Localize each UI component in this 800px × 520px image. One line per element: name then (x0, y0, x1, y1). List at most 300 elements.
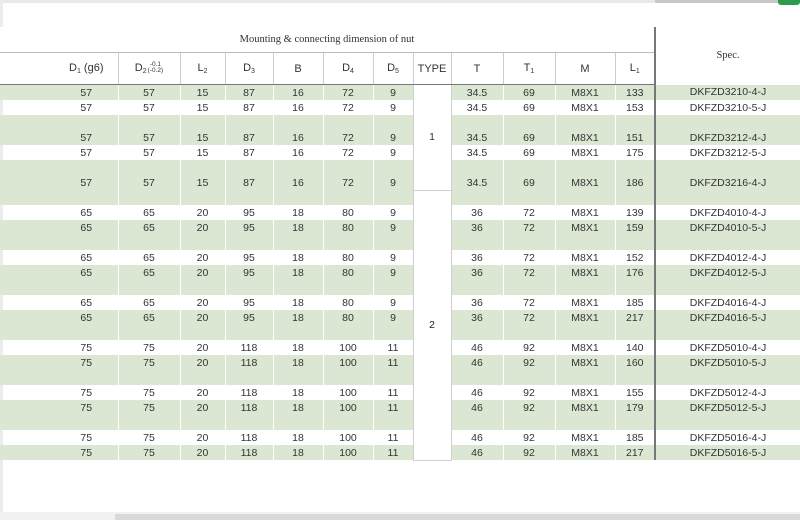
cell-m: M8X1 (555, 100, 615, 115)
cell-d4 (323, 160, 373, 175)
cell-m: M8X1 (555, 130, 615, 145)
cell-b: 18 (273, 295, 323, 310)
cell-d2 (118, 370, 180, 385)
cell-t (451, 370, 503, 385)
cell-t1 (503, 235, 555, 250)
row-margin-cell (0, 100, 55, 115)
row-margin-cell (0, 175, 55, 190)
cell-b (273, 325, 323, 340)
cell-b (273, 160, 323, 175)
cell-t: 36 (451, 220, 503, 235)
row-margin-cell (0, 265, 55, 280)
cell-d1: 65 (55, 265, 118, 280)
cell-spec (655, 160, 800, 175)
corner-tab[interactable] (778, 0, 800, 5)
cell-l1: 160 (615, 355, 655, 370)
table-row (0, 340, 800, 355)
cell-m: M8X1 (555, 340, 615, 355)
cell-d5: 9 (373, 100, 413, 115)
table-row (0, 310, 800, 325)
cell-d3: 118 (225, 430, 273, 445)
cell-t: 36 (451, 295, 503, 310)
cell-d4 (323, 235, 373, 250)
table-spacer-row (0, 325, 800, 340)
cell-l2: 20 (180, 295, 225, 310)
cell-t: 36 (451, 310, 503, 325)
cell-t (451, 190, 503, 205)
nut-dimension-table (0, 27, 800, 461)
cell-spec: DKFZD4010-4-J (655, 205, 800, 220)
cell-d1 (55, 415, 118, 430)
cell-spec (655, 325, 800, 340)
table-row (0, 400, 800, 415)
type-cell: 1 (413, 85, 451, 191)
cell-d2: 75 (118, 445, 180, 460)
table-row (0, 100, 800, 115)
row-margin-cell (0, 355, 55, 370)
cell-t1: 72 (503, 220, 555, 235)
cell-spec: DKFZD5016-5-J (655, 445, 800, 460)
cell-t (451, 235, 503, 250)
cell-l2: 20 (180, 385, 225, 400)
cell-l2: 15 (180, 85, 225, 101)
cell-l2: 20 (180, 205, 225, 220)
cell-m: M8X1 (555, 385, 615, 400)
cell-l1: 140 (615, 340, 655, 355)
cell-m: M8X1 (555, 445, 615, 460)
cell-l1: 176 (615, 265, 655, 280)
cell-d2 (118, 190, 180, 205)
cell-l1: 217 (615, 445, 655, 460)
cell-t1 (503, 115, 555, 130)
cell-d2 (118, 160, 180, 175)
cell-d2: 65 (118, 205, 180, 220)
cell-d2: 65 (118, 250, 180, 265)
cell-d5 (373, 280, 413, 295)
cell-m: M8X1 (555, 295, 615, 310)
cell-spec: DKFZD3216-4-J (655, 175, 800, 190)
cell-d1 (55, 160, 118, 175)
cell-b: 16 (273, 145, 323, 160)
cell-l2 (180, 235, 225, 250)
col-header-t1: $T_1$ (503, 53, 555, 85)
cell-d5: 11 (373, 400, 413, 415)
table-spacer-row (0, 160, 800, 175)
row-margin-cell (0, 130, 55, 145)
col-header-d4: $D_4$ (323, 53, 373, 85)
cell-m: M8X1 (555, 430, 615, 445)
table-spacer-row (0, 190, 800, 205)
cell-d1: 65 (80, 296, 93, 309)
table-spacer-row (0, 115, 800, 130)
table-row (0, 355, 800, 370)
row-margin-cell (0, 85, 55, 101)
cell-b: 18 (273, 355, 323, 370)
table-row (0, 175, 800, 190)
table-spacer-row (0, 415, 800, 430)
cell-d5: 11 (373, 385, 413, 400)
row-margin-cell (0, 400, 55, 415)
cell-d4: 72 (323, 85, 373, 101)
cell-d3: 95 (225, 220, 273, 235)
cell-b: 18 (273, 250, 323, 265)
cell-d4: 80 (323, 295, 373, 310)
cell-d3: 118 (225, 445, 273, 460)
cell-spec: DKFZD4012-5-J (655, 265, 800, 280)
cell-l1: 185 (615, 295, 655, 310)
cell-d4: 80 (323, 205, 373, 220)
cell-b: 18 (273, 385, 323, 400)
cell-d3: 95 (225, 250, 273, 265)
cell-t (451, 115, 503, 130)
cell-l1: 133 (615, 85, 655, 101)
row-margin-cell (0, 310, 55, 325)
cell-l1: 153 (615, 100, 655, 115)
cell-d3 (225, 280, 273, 295)
cell-t: 46 (451, 340, 503, 355)
cell-b: 18 (273, 445, 323, 460)
cell-d1 (55, 190, 118, 205)
cell-t (451, 280, 503, 295)
cell-d1: 65 (55, 220, 118, 235)
row-margin-cell (0, 115, 55, 130)
cell-d1: 65 (55, 310, 118, 325)
cell-l1: 185 (615, 430, 655, 445)
cell-b: 18 (273, 340, 323, 355)
cell-d5: 9 (373, 145, 413, 160)
cell-d5: 11 (373, 430, 413, 445)
table-spacer-row (0, 370, 800, 385)
cell-l1: 155 (615, 385, 655, 400)
cell-l2 (180, 370, 225, 385)
table-row (0, 85, 800, 101)
cell-d5 (373, 190, 413, 205)
table-row (0, 385, 800, 400)
cell-t1: 92 (503, 385, 555, 400)
cell-d4: 100 (323, 385, 373, 400)
cell-l1: 179 (615, 400, 655, 415)
cell-l1 (615, 160, 655, 175)
cell-d2 (118, 280, 180, 295)
cell-l2: 20 (180, 430, 225, 445)
row-margin-cell (0, 205, 55, 220)
cell-m (555, 190, 615, 205)
cell-spec: DKFZD4010-5-J (655, 220, 800, 235)
row-margin-cell (0, 370, 55, 385)
cell-d1 (55, 370, 118, 385)
cell-spec: DKFZD5012-4-J (655, 385, 800, 400)
cell-l1: 159 (615, 220, 655, 235)
cell-d3 (225, 370, 273, 385)
cell-m: M8X1 (555, 145, 615, 160)
col-header-d2: $D_2(-0.1$ -0.2) (118, 53, 180, 85)
cell-d2 (118, 325, 180, 340)
cell-b (273, 235, 323, 250)
cell-l1: 152 (615, 250, 655, 265)
cell-spec (655, 235, 800, 250)
cell-t1: 72 (503, 265, 555, 280)
cell-d3: 118 (225, 340, 273, 355)
cell-d3: 87 (225, 100, 273, 115)
cell-m: M8X1 (555, 400, 615, 415)
cell-spec: DKFZD3212-5-J (655, 145, 800, 160)
cell-spec (655, 370, 800, 385)
cell-d2: 65 (118, 310, 180, 325)
cell-d3: 95 (225, 310, 273, 325)
cell-l2: 20 (180, 250, 225, 265)
cell-d2: 57 (118, 145, 180, 160)
cell-l2 (180, 280, 225, 295)
row-margin-cell (0, 190, 55, 205)
cell-spec: DKFZD3210-4-J (655, 85, 800, 101)
cell-l1: 151 (615, 130, 655, 145)
cell-t (451, 160, 503, 175)
cell-t1: 92 (503, 400, 555, 415)
cell-t1: 72 (503, 205, 555, 220)
row-margin-cell (0, 235, 55, 250)
cell-m (555, 370, 615, 385)
cell-d2: 75 (118, 340, 180, 355)
cell-b: 16 (273, 85, 323, 101)
cell-t1 (503, 370, 555, 385)
cell-d5: 11 (373, 340, 413, 355)
row-margin-cell (0, 220, 55, 235)
cell-l1 (615, 190, 655, 205)
col-header-m: M (555, 53, 615, 85)
cell-d5 (373, 115, 413, 130)
cell-l1 (615, 235, 655, 250)
cell-d3: 95 (225, 295, 273, 310)
cell-b: 18 (273, 205, 323, 220)
table-body (0, 85, 800, 461)
cell-m: M8X1 (555, 205, 615, 220)
cell-m: M8X1 (555, 220, 615, 235)
cell-m: M8X1 (555, 310, 615, 325)
cell-d2: 57 (118, 100, 180, 115)
cell-l1: 139 (615, 205, 655, 220)
cell-d5 (373, 325, 413, 340)
cell-t1: 72 (503, 250, 555, 265)
cell-d1 (55, 235, 118, 250)
cell-d2: 75 (118, 430, 180, 445)
cell-d3: 118 (225, 400, 273, 415)
cell-t: 46 (451, 355, 503, 370)
row-margin-cell (0, 445, 55, 460)
cell-l1 (615, 415, 655, 430)
cell-d3: 87 (225, 130, 273, 145)
row-margin-cell (0, 250, 55, 265)
cell-d4: 100 (323, 355, 373, 370)
cell-t1: 69 (503, 130, 555, 145)
cell-d4: 72 (323, 145, 373, 160)
cell-spec: DKFZD5010-4-J (655, 340, 800, 355)
cell-t1 (503, 190, 555, 205)
cell-m (555, 415, 615, 430)
table-row (0, 145, 800, 160)
col-header-type: TYPE (413, 53, 451, 85)
cell-t1: 92 (503, 355, 555, 370)
cell-d2 (118, 415, 180, 430)
cell-l2 (180, 190, 225, 205)
cell-d4: 100 (323, 445, 373, 460)
cell-m (555, 280, 615, 295)
row-margin-cell (0, 295, 55, 310)
cell-d1: 75 (80, 431, 93, 444)
cell-b: 18 (273, 310, 323, 325)
cell-t1: 69 (503, 100, 555, 115)
row-margin-cell (0, 430, 55, 445)
cell-d1 (55, 280, 118, 295)
cell-d3: 87 (225, 145, 273, 160)
cell-l2: 20 (180, 265, 225, 280)
cell-d3: 95 (225, 265, 273, 280)
cell-d5: 9 (373, 295, 413, 310)
cell-t1: 92 (503, 340, 555, 355)
cell-d4: 72 (323, 100, 373, 115)
cell-l2 (180, 160, 225, 175)
cell-spec: DKFZD5016-4-J (655, 430, 800, 445)
cell-d2 (118, 115, 180, 130)
cell-b (273, 115, 323, 130)
cell-t1 (503, 280, 555, 295)
table-row (0, 130, 800, 145)
cell-l2 (180, 325, 225, 340)
cell-spec (655, 280, 800, 295)
cell-l2: 20 (180, 400, 225, 415)
cell-l1: 217 (615, 310, 655, 325)
cell-m: M8X1 (555, 265, 615, 280)
cell-d4: 100 (323, 400, 373, 415)
cell-d5: 9 (373, 85, 413, 101)
cell-d3: 95 (225, 205, 273, 220)
cell-t1: 72 (503, 310, 555, 325)
cell-m: M8X1 (555, 175, 615, 190)
cell-d3: 118 (225, 355, 273, 370)
cell-d1: 57 (55, 175, 118, 190)
cell-d5: 11 (373, 445, 413, 460)
col-header-l2: $L_2$ (180, 53, 225, 85)
cell-b (273, 280, 323, 295)
cell-l2: 20 (180, 220, 225, 235)
cell-l2: 20 (180, 340, 225, 355)
cell-t1: 92 (503, 445, 555, 460)
cell-t: 46 (451, 430, 503, 445)
cell-m: M8X1 (555, 85, 615, 101)
row-margin-cell (0, 160, 55, 175)
cell-l2: 15 (180, 100, 225, 115)
cell-d3 (225, 190, 273, 205)
cell-d4: 80 (323, 220, 373, 235)
cell-d5: 9 (373, 265, 413, 280)
cell-l2: 15 (180, 130, 225, 145)
cell-l2: 20 (180, 445, 225, 460)
cell-t1: 92 (503, 430, 555, 445)
type-cell: 2 (413, 190, 451, 460)
cell-d2 (118, 235, 180, 250)
cell-d5: 9 (373, 220, 413, 235)
cell-spec: DKFZD4012-4-J (655, 250, 800, 265)
table-row (0, 220, 800, 235)
table-row (0, 205, 800, 220)
cell-t1: 72 (503, 295, 555, 310)
cell-d3 (225, 415, 273, 430)
cell-t: 46 (451, 385, 503, 400)
cell-l1: 175 (615, 145, 655, 160)
cell-l1 (615, 370, 655, 385)
cell-d3 (225, 325, 273, 340)
cell-t1 (503, 160, 555, 175)
cell-spec (655, 415, 800, 430)
cell-spec (655, 115, 800, 130)
cell-l2: 15 (180, 145, 225, 160)
cell-d4: 80 (323, 310, 373, 325)
cell-d1: 65 (80, 251, 93, 264)
cell-t: 34.5 (451, 145, 503, 160)
cell-t1 (503, 415, 555, 430)
row-margin-cell (0, 325, 55, 340)
cell-t: 36 (451, 265, 503, 280)
cell-d4: 100 (323, 430, 373, 445)
cell-spec: DKFZD5012-5-J (655, 400, 800, 415)
cell-d2: 75 (118, 385, 180, 400)
cell-l2: 15 (180, 175, 225, 190)
horizontal-scrollbar-thumb[interactable] (115, 514, 800, 520)
cell-l1 (615, 280, 655, 295)
cell-d5 (373, 415, 413, 430)
cell-d2: 65 (118, 265, 180, 280)
cell-d2: 65 (118, 295, 180, 310)
cell-b (273, 370, 323, 385)
cell-l1 (615, 115, 655, 130)
cell-t: 34.5 (451, 130, 503, 145)
cell-d2: 65 (118, 220, 180, 235)
cell-d1: 57 (80, 101, 93, 114)
cell-d2: 57 (118, 85, 180, 101)
cell-d1: 75 (55, 445, 118, 460)
cell-d4 (323, 115, 373, 130)
cell-d4: 100 (323, 340, 373, 355)
cell-d5: 9 (373, 250, 413, 265)
table-row (0, 430, 800, 445)
cell-b: 18 (273, 400, 323, 415)
row-margin-cell (0, 280, 55, 295)
cell-spec: DKFZD3210-5-J (655, 100, 800, 115)
cell-spec: DKFZD5010-5-J (655, 355, 800, 370)
cell-t1 (503, 325, 555, 340)
cell-d3: 118 (225, 385, 273, 400)
cell-m: M8X1 (555, 355, 615, 370)
cell-t: 46 (451, 445, 503, 460)
cell-d1: 57 (55, 130, 118, 145)
cell-d1 (55, 115, 118, 130)
cell-d3 (225, 235, 273, 250)
row-margin-cell (0, 340, 55, 355)
cell-t: 36 (451, 250, 503, 265)
cell-spec (655, 190, 800, 205)
cell-d2: 75 (118, 400, 180, 415)
cell-d1: 57 (55, 85, 118, 101)
cell-d4: 72 (323, 175, 373, 190)
row-margin-cell (0, 385, 55, 400)
cell-t: 36 (451, 205, 503, 220)
cell-d5 (373, 370, 413, 385)
cell-d4 (323, 370, 373, 385)
cell-b (273, 190, 323, 205)
cell-m (555, 235, 615, 250)
cell-d5: 9 (373, 130, 413, 145)
col-header-d1: $D_1$ (g6) (55, 53, 118, 85)
cell-d5: 11 (373, 355, 413, 370)
